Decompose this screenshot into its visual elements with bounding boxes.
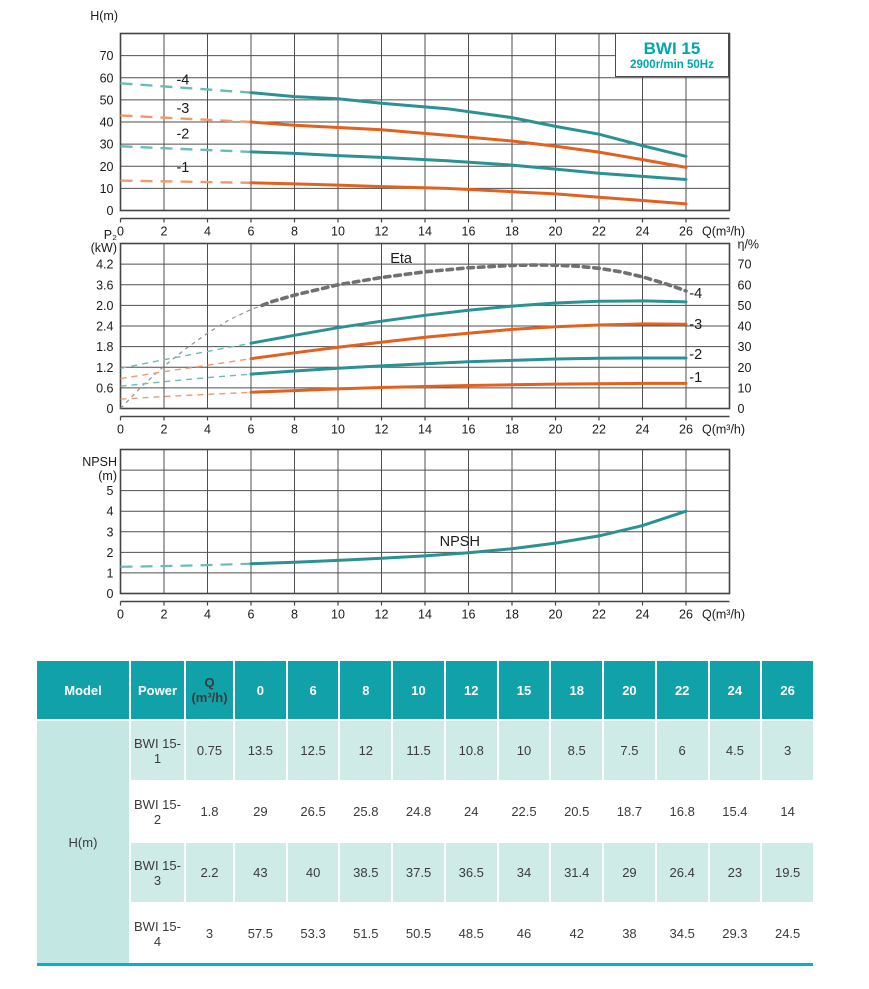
npsh-y-tick-label: 3: [106, 525, 114, 540]
value-cell: 31.4: [551, 843, 602, 902]
curve--2-dashed: [121, 146, 252, 152]
p2-y-right-tick-label: 60: [737, 278, 752, 293]
p2-x-tick-label: 24: [635, 422, 650, 437]
model-name: BWI 15: [643, 38, 701, 58]
header-cell-flow-unit: [186, 661, 233, 719]
value-cell: 10.8: [446, 721, 497, 780]
p2-y-right-tick-label: 20: [737, 360, 752, 375]
npsh-x-tick-label: 26: [679, 607, 693, 622]
curve--1-dashed: [121, 181, 252, 183]
p2-x-tick-label: 6: [247, 422, 255, 437]
value-cell: 29: [235, 782, 286, 841]
header-cell-model: Model: [37, 661, 129, 719]
header-cell-power: Power: [131, 661, 184, 719]
npsh-y-axis-title: NPSH: [82, 455, 117, 469]
hq-x-tick-label: 4: [204, 224, 211, 239]
hq-x-tick-label: 18: [505, 224, 519, 239]
value-cell: 48.5: [446, 904, 497, 963]
npsh-y-axis-title: (m): [98, 469, 117, 483]
value-cell: 42: [551, 904, 602, 963]
npsh-y-tick-label: 2: [106, 545, 114, 560]
performance-table: [37, 661, 813, 963]
p2-y-axis-title: (kW): [90, 241, 117, 255]
p2-y-axis-title: P₂: [103, 228, 117, 242]
header-cell-flow: 10: [393, 661, 444, 719]
p2-y-tick-label: 4.2: [96, 257, 114, 272]
hq-x-tick-label: 22: [592, 224, 606, 239]
p2-x-tick-label: 12: [374, 422, 389, 437]
value-cell: 13.5: [235, 721, 286, 780]
hq-x-tick-label: 10: [331, 224, 345, 239]
npsh-x-tick-label: 2: [160, 607, 168, 622]
p2-y-right-tick-label: 40: [737, 319, 752, 334]
p2-curve-label: Eta: [390, 251, 412, 268]
p2-y-right-tick-label: 0: [737, 402, 745, 416]
p2-curve-label: -2: [689, 347, 703, 363]
hq-x-tick-label: 20: [548, 224, 563, 239]
p2-y-right-tick-label: 30: [737, 340, 752, 355]
p2-curve-label: -3: [689, 317, 703, 334]
npsh-x-tick-label: 4: [204, 607, 211, 622]
p2-x-tick-label: 20: [548, 422, 563, 437]
value-cell: 12.5: [288, 721, 339, 780]
header-cell-flow: 15: [499, 661, 550, 719]
hq-curve-label: -1: [176, 159, 190, 176]
model-cell: BWI 15-3: [131, 843, 184, 902]
value-cell: 37.5: [393, 843, 444, 902]
hq-curve-label: -4: [176, 72, 190, 89]
value-cell: 15.4: [710, 782, 761, 841]
model-cell: BWI 15-2: [131, 782, 184, 841]
curve-Eta-dashed: [121, 305, 262, 408]
value-cell: 20.5: [551, 782, 602, 841]
model-cell: BWI 15-1: [131, 721, 184, 780]
npsh-x-tick-label: 18: [505, 607, 519, 622]
npsh-x-tick-label: 12: [374, 607, 389, 622]
hq-y-tick-label: 70: [99, 49, 114, 64]
p2-curve-label: -1: [689, 370, 703, 387]
p2-y-tick-label: 0: [106, 402, 114, 416]
hq-y-tick-label: 10: [99, 181, 114, 196]
hq-curve-label: -2: [176, 126, 190, 143]
npsh-y-tick-label: 4: [106, 504, 114, 519]
value-cell: 38.5: [340, 843, 391, 902]
p2-y-tick-label: 2.4: [96, 319, 114, 334]
curve-NPSH-dashed: [121, 564, 252, 567]
hq-y-tick-label: 40: [99, 115, 114, 130]
table-bottom-rule: [37, 963, 813, 966]
hq-x-tick-label: 14: [418, 224, 432, 239]
p2-x-tick-label: 10: [331, 422, 345, 437]
p2-x-tick-label: 16: [461, 422, 476, 437]
value-cell: 8.5: [551, 721, 602, 780]
value-cell: 18.7: [604, 782, 655, 841]
value-cell: 26.4: [657, 843, 708, 902]
p2-y-right-tick-label: 70: [737, 257, 752, 272]
npsh-x-tick-label: 20: [548, 607, 563, 622]
p2-y-tick-label: 1.8: [96, 340, 114, 355]
p2-y-right-tick-label: 10: [737, 381, 752, 396]
hq-x-tick-label: 8: [291, 224, 298, 239]
hq-y-tick-label: 50: [99, 93, 114, 108]
p2-x-tick-label: 4: [204, 422, 211, 437]
header-cell-flow: 22: [657, 661, 708, 719]
q-header-line2: (m³/h): [191, 690, 228, 705]
model-title-box: [615, 33, 729, 77]
hq-y-axis-title: H(m): [90, 9, 118, 23]
value-cell: 34.5: [657, 904, 708, 963]
npsh-x-tick-label: 16: [461, 607, 476, 622]
model-cell: BWI 15-4: [131, 904, 184, 963]
hq-y-tick-label: 20: [99, 159, 114, 174]
value-cell: 40: [288, 843, 339, 902]
value-cell: 24.8: [393, 782, 444, 841]
model-speed-frequency: 2900r/min 50Hz: [630, 58, 714, 71]
header-cell-flow: 6: [288, 661, 339, 719]
value-cell: 24: [446, 782, 497, 841]
merged-head-unit-cell: H(m): [37, 721, 129, 963]
npsh-x-tick-label: 10: [331, 607, 345, 622]
value-cell: 11.5: [393, 721, 444, 780]
value-cell: 22.5: [499, 782, 550, 841]
value-cell: 16.8: [657, 782, 708, 841]
value-cell: 10: [499, 721, 550, 780]
value-cell: 29.3: [710, 904, 761, 963]
p2-x-tick-label: 8: [291, 422, 298, 437]
value-cell: 19.5: [762, 843, 813, 902]
hq-y-tick-label: 30: [99, 137, 114, 152]
hq-x-tick-label: 6: [247, 224, 255, 239]
value-cell: 46: [499, 904, 550, 963]
npsh-curve-label: NPSH: [439, 533, 480, 550]
value-cell: 34: [499, 843, 550, 902]
p2-y-right-tick-label: 50: [737, 298, 752, 313]
value-cell: 53.3: [288, 904, 339, 963]
npsh-x-tick-label: 6: [247, 607, 255, 622]
p2-x-tick-label: 14: [418, 422, 432, 437]
header-cell-flow: 24: [710, 661, 761, 719]
p2-curve-label: -4: [689, 286, 703, 303]
npsh-x-tick-label: 24: [635, 607, 650, 622]
value-cell: 14: [762, 782, 813, 841]
hq-x-tick-label: 0: [117, 224, 124, 239]
power-cell: 2.2: [186, 843, 233, 902]
value-cell: 38: [604, 904, 655, 963]
header-cell-flow: 18: [551, 661, 602, 719]
hq-x-tick-label: 2: [160, 224, 168, 239]
value-cell: 26.5: [288, 782, 339, 841]
hq-curve-label: -3: [176, 101, 190, 118]
header-cell-flow: 8: [340, 661, 391, 719]
power-cell: 3: [186, 904, 233, 963]
hq-x-tick-label: 12: [374, 224, 389, 239]
p2-x-tick-label: 22: [592, 422, 606, 437]
npsh-y-tick-label: 1: [106, 566, 114, 581]
npsh-x-tick-label: 14: [418, 607, 432, 622]
value-cell: 7.5: [604, 721, 655, 780]
p2-y-tick-label: 1.2: [96, 360, 114, 375]
npsh-x-unit-label: Q(m³/h): [702, 607, 746, 622]
hq-y-tick-label: 0: [106, 204, 114, 218]
value-cell: 50.5: [393, 904, 444, 963]
npsh-y-tick-label: 0: [106, 587, 114, 601]
curve--1-dashed: [121, 392, 252, 399]
value-cell: 25.8: [340, 782, 391, 841]
p2-y-tick-label: 3.6: [96, 278, 114, 293]
header-cell-flow: 26: [762, 661, 813, 719]
value-cell: 4.5: [710, 721, 761, 780]
header-cell-flow: 20: [604, 661, 655, 719]
npsh-x-tick-label: 8: [291, 607, 298, 622]
value-cell: 3: [762, 721, 813, 780]
header-cell-flow: 12: [446, 661, 497, 719]
p2-y-right-axis-title: η/%: [737, 237, 760, 252]
value-cell: 43: [235, 843, 286, 902]
curve--2-dashed: [121, 374, 252, 386]
hq-x-unit-label: Q(m³/h): [702, 224, 746, 239]
value-cell: 12: [340, 721, 391, 780]
value-cell: 23: [710, 843, 761, 902]
hq-y-tick-label: 60: [99, 71, 114, 86]
p2-x-tick-label: 26: [679, 422, 693, 437]
value-cell: 57.5: [235, 904, 286, 963]
npsh-y-tick-label: 5: [106, 484, 114, 499]
npsh-x-tick-label: 22: [592, 607, 606, 622]
p2-x-tick-label: 18: [505, 422, 519, 437]
value-cell: 51.5: [340, 904, 391, 963]
power-cell: 0.75: [186, 721, 233, 780]
q-header-line1: Q: [204, 675, 215, 690]
npsh-x-tick-label: 0: [117, 607, 124, 622]
hq-x-tick-label: 24: [635, 224, 650, 239]
hq-x-tick-label: 16: [461, 224, 476, 239]
value-cell: 36.5: [446, 843, 497, 902]
p2-x-unit-label: Q(m³/h): [702, 422, 746, 437]
p2-x-tick-label: 2: [160, 422, 168, 437]
p2-y-tick-label: 2.0: [96, 298, 114, 313]
value-cell: 24.5: [762, 904, 813, 963]
value-cell: 6: [657, 721, 708, 780]
header-cell-flow: 0: [235, 661, 286, 719]
hq-x-tick-label: 26: [679, 224, 693, 239]
value-cell: 29: [604, 843, 655, 902]
power-cell: 1.8: [186, 782, 233, 841]
p2-x-tick-label: 0: [117, 422, 124, 437]
p2-y-tick-label: 0.6: [96, 381, 114, 396]
